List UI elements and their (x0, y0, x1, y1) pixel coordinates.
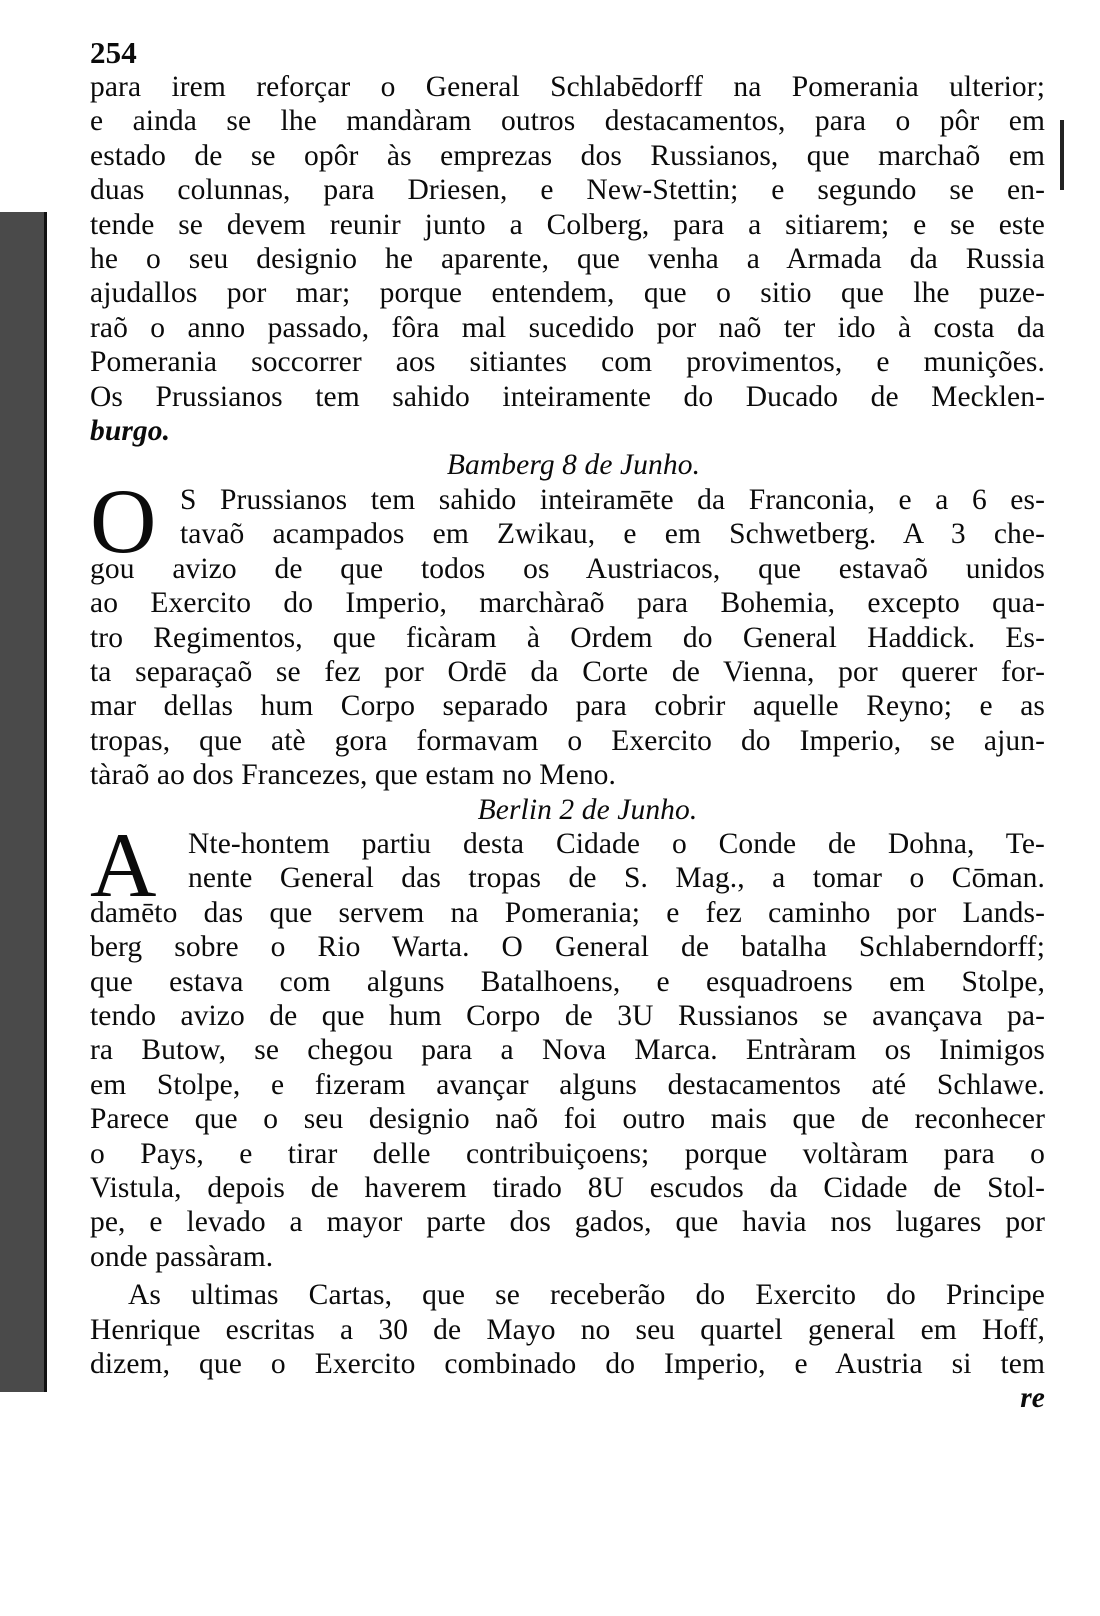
text-line: Parece que o seu designio naõ foi outro mais que de reconhecer (90, 1103, 1045, 1136)
text-line: pe, e levado a mayor parte dos gados, que havia nos lugares por (90, 1206, 1045, 1239)
text-line: ao Exercito do Imperio, marchàraõ para Bohemia, excepto qua- (90, 587, 1045, 620)
drop-cap: A (90, 813, 157, 916)
text-line: raõ o anno passado, fôra mal sucedido por naõ ter ido à costa da (90, 311, 1045, 344)
text-line: em Stolpe, e fizeram avançar alguns destacamentos até Schlawe. (90, 1068, 1045, 1101)
paragraph-3 (90, 813, 1045, 1274)
text-line: tro Regimentos, que ficàram à Ordem do General Haddick. Es- (90, 621, 1045, 654)
page (90, 35, 1045, 1416)
text-line: duas colunnas, para Driesen, e New-Stettin; e segundo se en- (90, 174, 1045, 207)
paragraph-4 (90, 1278, 1045, 1381)
text-line: As ultimas Cartas, que se receberão do Exercito do Principe (128, 1279, 1045, 1312)
text-line: onde passàram. (90, 1240, 274, 1273)
text-line: tavaõ acampados em Zwikau, e em Schwetberg. A 3 che- (180, 518, 1045, 551)
text-line: Vistula, depois de haverem tirado 8U escudos da Cidade de Stol- (90, 1172, 1045, 1204)
text-line: Pomerania soccorrer aos sitiantes com provimentos, e munições. (90, 346, 1045, 379)
text-line: estado de se opôr às emprezas dos Russianos, que marchaõ em (90, 139, 1045, 172)
catchword: re (1020, 1382, 1045, 1415)
text-line: ta separaçaõ se fez por Ordē da Corte de Vienna, por querer for- (90, 655, 1045, 688)
text-line: o Pays, e tirar delle contribuiçoens; porque voltàram para o (90, 1137, 1045, 1170)
text-line: Nte-hontem partiu desta Cidade o Conde de Dohna, Te- (188, 827, 1045, 860)
margin-mark (1060, 120, 1064, 190)
text-line: tàraõ ao dos Francezes, que estam no Meno. (90, 759, 617, 792)
drop-cap: O (90, 469, 157, 572)
text-line: para irem reforçar o General Schlabēdorff na Pomerania ulterior; (90, 71, 1045, 103)
text-line: tropas, que atè gora formavam o Exercito do Imperio, se ajun- (90, 724, 1045, 757)
text-line: tendo avizo de que hum Corpo de 3U Russianos se avançava pa- (90, 999, 1045, 1032)
page-number: 254 (90, 35, 137, 70)
text-line: S Prussianos tem sahido inteiramēte da Franconia, e a 6 es- (180, 483, 1045, 516)
text-line: tende se devem reunir junto a Colberg, para a sitiarem; e se este (90, 208, 1045, 241)
text-line: dizem, que o Exercito combinado do Imperio, e Austria si tem (90, 1348, 1045, 1381)
text-line: que estava com alguns Batalhoens, e esquadroens em Stolpe, (90, 965, 1045, 998)
text-line: mar dellas hum Corpo separado para cobrir aquelle Reyno; e as (90, 690, 1045, 723)
dateline-bamberg: Bamberg 8 de Junho. (446, 449, 701, 482)
text-line: gou avizo de que todos os Austriacos, que estavaõ unidos (90, 552, 1045, 585)
text-line: Henrique escritas a 30 de Mayo no seu quartel general em Hoff, (90, 1313, 1045, 1346)
text-line: Os Prussianos tem sahido inteiramente do Ducado de Mecklen- (90, 380, 1045, 413)
text-line: nente General das tropas de S. Mag., a tomar o Cōman. (188, 862, 1045, 895)
text-line: ajudallos por mar; porque entendem, que o sitio que lhe puze- (90, 277, 1045, 310)
paragraph-2 (90, 469, 1045, 793)
text-line: damēto das que servem na Pomerania; e fez caminho por Lands- (90, 896, 1045, 929)
binding-shadow (0, 212, 47, 1392)
text-line: berg sobre o Rio Warta. O General de batalha Schlaberndorff; (90, 931, 1045, 964)
paragraph-1 (90, 70, 1045, 448)
text-line: e ainda se lhe mandàram outros destacamentos, para o pôr em (90, 105, 1045, 138)
text-line: ra Butow, se chegou para a Nova Marca. Entràram os Inimigos (90, 1034, 1045, 1067)
text-line: he o seu designio he aparente, que venha a Armada da Russia (90, 243, 1045, 276)
text-line: burgo. (90, 415, 171, 448)
dateline-berlin: Berlin 2 de Junho. (477, 793, 698, 826)
